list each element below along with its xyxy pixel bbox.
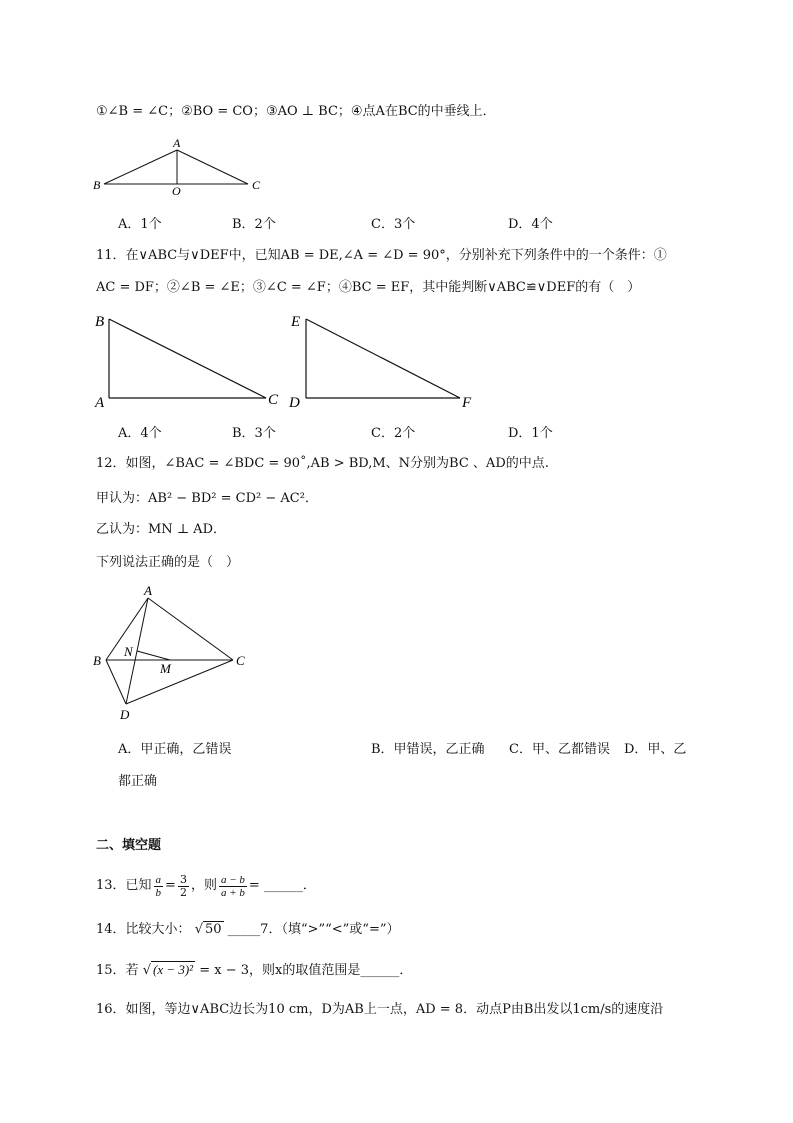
q14-radicand: 50 (204, 922, 222, 937)
q13-mid: ，则 (190, 878, 217, 893)
q16-line: 16．如图，等边∨ABC边长为10 cm，D为AB上一点，AD = 8．动点P由B出发以1cm/s的速度沿 (96, 1002, 664, 1017)
q11-option-d: D．1个 (508, 426, 553, 441)
q10-label-b: B (93, 178, 101, 192)
q11-line2: AC = DF；②∠B = ∠E；③∠C = ∠F；④BC = EF，其中能判断∨ABC≌∨DEF的有（ ） (96, 280, 641, 295)
q12-label-d: D (120, 707, 130, 722)
q12-label-a: A (144, 584, 152, 598)
q12-label-n: N (124, 644, 133, 659)
q13-line (96, 874, 316, 898)
q10-figure (90, 136, 270, 196)
q13-frac-expr: $\frac{a - b}{a + b}$ (220, 873, 245, 899)
q14-rest: _____7．（填“>”“<”或“=”） (227, 922, 400, 937)
q12-option-d: D．甲、乙 (624, 742, 687, 757)
q11-label-b: B (95, 314, 105, 330)
q12-option-d-cont: 都正确 (118, 774, 158, 789)
q15-line (96, 960, 412, 981)
q10-option-a: A．1个 (118, 217, 162, 232)
q12-line1: 12．如图，∠BAC = ∠BDC = 90˚,AB > BD,M、N分别为BC 、AD的中点. (96, 456, 549, 471)
q12-yi: 乙认为：MN ⊥ AD． (96, 522, 226, 537)
q10-label-o: O (172, 184, 181, 196)
q12-option-c: C．甲、乙都错误 (509, 742, 610, 757)
q11-label-f: F (462, 395, 472, 408)
q10-label-a: A (173, 136, 181, 150)
q11-line1: 11．在∨ABC与∨DEF中，已知AB = DE,∠A = ∠D = 90°，分别补充下列条件中的一个条件：① (96, 248, 667, 263)
q15-rest: = x − 3，则x的取值范围是______． (199, 963, 413, 978)
q13-tail: = ______． (248, 878, 316, 893)
q10-label-c: C (252, 178, 261, 192)
q10-option-c: C．3个 (371, 217, 416, 232)
q14-sqrt-icon: √ (194, 922, 203, 937)
q13-eq: = (165, 878, 176, 893)
q15-radicand: (x − 3)² (152, 962, 194, 977)
q13-frac-32: $\frac{3}{2}$ (179, 872, 187, 899)
q14-line (96, 920, 400, 940)
q12-jia: 甲认为：AB² − BD² = CD² − AC²． (96, 491, 318, 506)
q11-figure (90, 308, 490, 408)
q10-conditions: ①∠B = ∠C；②BO = CO；③AO ⊥ BC；④点A在BC的中垂线上． (96, 104, 496, 119)
q15-sqrt-icon: √ (142, 963, 151, 978)
q12-label-c: C (236, 653, 245, 668)
q10-option-d: D．4个 (508, 217, 553, 232)
q12-option-b: B．甲错误，乙正确 (371, 742, 485, 757)
q13-prefix: 13．已知 (96, 878, 152, 893)
q13-frac-ab: $\frac{a}{b}$ (155, 873, 162, 899)
q11-option-b: B．3个 (232, 426, 276, 441)
q11-label-c: C (268, 392, 279, 408)
q10-option-b: B．2个 (232, 217, 276, 232)
q12-figure (88, 584, 258, 724)
q12-label-m: M (160, 661, 171, 676)
q12-option-a: A．甲正确，乙错误 (118, 742, 232, 757)
q14-prefix: 14．比较大小： (96, 922, 191, 937)
q11-label-d: D (289, 395, 300, 408)
q11-option-a: A．4个 (118, 426, 162, 441)
q15-prefix: 15．若 (96, 963, 139, 978)
q12-label-b: B (93, 653, 101, 668)
q12-ask: 下列说法正确的是（ ） (96, 555, 240, 570)
q11-option-c: C．2个 (371, 426, 416, 441)
q11-label-a: A (95, 395, 105, 408)
q11-label-e: E (291, 314, 301, 330)
section-fill-in-title: 二、填空题 (96, 838, 162, 853)
